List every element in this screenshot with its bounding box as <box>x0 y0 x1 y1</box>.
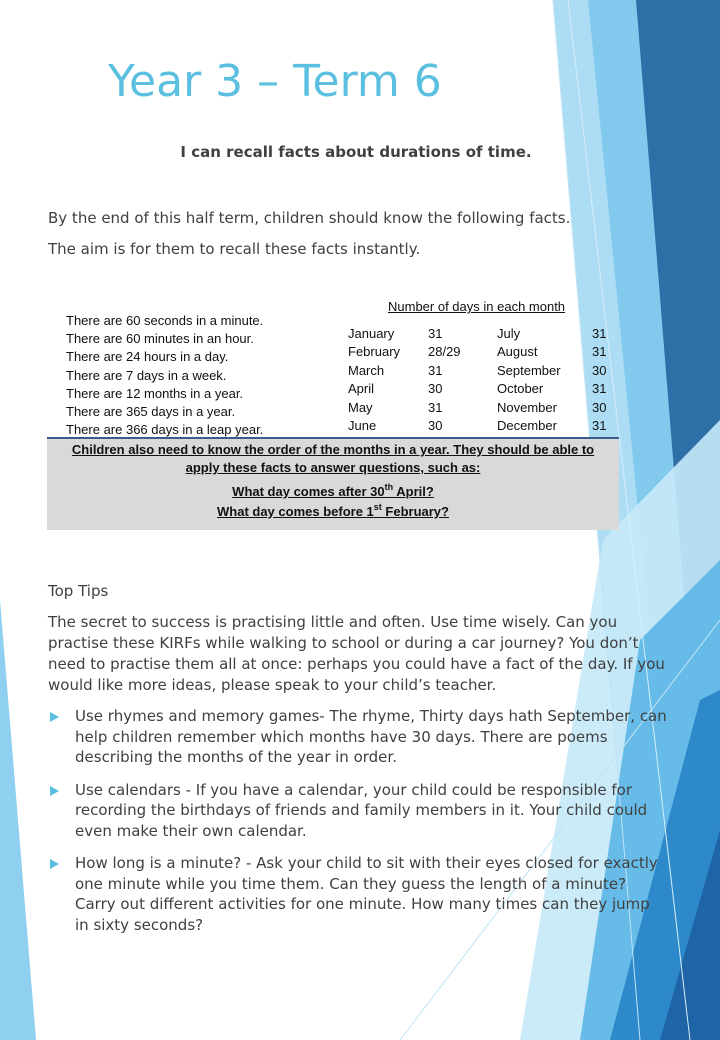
month-days: 30 <box>428 381 443 397</box>
month-days: 31 <box>428 399 443 415</box>
month-name: December <box>497 418 557 434</box>
top-tips-paragraph: The secret to success is practising little and often. Use time wisely. Can you practise these KIRFs while walking to school or during a car journey? You don’t need to practise them all at once: perhaps you could have a fact of the day. If you would like more ideas, please speak to your child’s teacher. <box>48 613 665 694</box>
months-order-box <box>47 437 619 530</box>
time-fact: There are 24 hours in a day. <box>66 349 229 365</box>
tip-text: How long is a minute? - Ask your child to sit with their eyes closed for exactly one minute while you time them. Can they guess the length of a minute? Carry out different activities for one minute. How many times can they jump in sixty seconds? <box>75 854 658 934</box>
order-box-line: Children also need to know the order of the months in a year. They should be able to <box>71 442 595 457</box>
month-name: March <box>348 362 385 378</box>
month-name: February <box>348 344 401 360</box>
time-facts-list <box>66 312 263 439</box>
month-days: 31 <box>428 326 443 341</box>
tip-text: Use calendars - If you have a calendar, your child could be responsible for recording the birthdays of friends and family members in it. Your child could even make their own calendar. <box>75 780 648 840</box>
tips-list <box>48 706 668 935</box>
time-fact: There are 7 days in a week. <box>66 367 227 383</box>
triangle-bullet-icon <box>50 712 59 722</box>
month-days: 30 <box>592 362 607 378</box>
page-title: Year 3 – Term 6 <box>108 56 442 107</box>
month-days: 31 <box>592 344 607 360</box>
table-row <box>348 417 612 435</box>
question-text: What day comes before 1 <box>217 504 374 519</box>
ordinal-suffix: st <box>373 502 382 512</box>
question-text: February? <box>381 504 449 519</box>
table-row <box>348 399 612 417</box>
learning-objective: I can recall facts about durations of time. <box>180 143 532 161</box>
triangle-bullet-icon <box>50 859 59 869</box>
table-row <box>348 362 612 380</box>
months-table <box>348 325 612 435</box>
month-days: 31 <box>428 362 443 378</box>
month-name: April <box>348 381 375 397</box>
time-fact: There are 12 months in a year. <box>66 385 244 401</box>
intro-line: The aim is for them to recall these facts instantly. <box>48 240 421 258</box>
time-fact: There are 366 days in a leap year. <box>66 422 264 438</box>
intro-line: By the end of this half term, children should know the following facts. <box>48 209 571 227</box>
month-name: June <box>348 418 377 434</box>
example-question <box>47 481 619 503</box>
time-fact: There are 365 days in a year. <box>66 403 236 419</box>
list-item <box>48 706 668 768</box>
time-fact: There are 60 seconds in a minute. <box>66 313 264 328</box>
month-days: 31 <box>592 418 607 434</box>
month-days: 31 <box>592 326 607 341</box>
month-name: November <box>497 399 557 415</box>
example-question <box>47 503 619 521</box>
question-text: April? <box>393 484 434 499</box>
month-name: July <box>497 326 521 341</box>
month-name: January <box>348 326 395 341</box>
question-text: What day comes after 30 <box>232 484 385 499</box>
triangle-bullet-icon <box>50 786 59 796</box>
order-box-line: apply these facts to answer questions, such as: <box>185 460 481 475</box>
month-name: October <box>497 381 544 397</box>
list-item <box>48 853 668 935</box>
table-row <box>348 380 612 398</box>
month-days: 31 <box>592 381 607 397</box>
top-tips-heading: Top Tips <box>48 582 109 600</box>
table-row <box>348 325 612 343</box>
intro-text <box>48 203 570 265</box>
time-fact: There are 60 minutes in an hour. <box>66 331 254 347</box>
list-item <box>48 780 668 842</box>
ordinal-suffix: th <box>384 482 394 492</box>
months-table-title: Number of days in each month <box>388 299 566 314</box>
month-days: 30 <box>592 399 607 415</box>
month-days: 30 <box>428 418 443 434</box>
tip-text: Use rhymes and memory games- The rhyme, Thirty days hath September, can help children remember which months have 30 days. There are poems describing the months of the year in order. <box>75 707 667 766</box>
month-name: September <box>497 362 561 378</box>
month-days: 28/29 <box>428 344 461 360</box>
month-name: August <box>497 344 538 360</box>
table-row <box>348 343 612 361</box>
month-name: May <box>348 399 373 415</box>
